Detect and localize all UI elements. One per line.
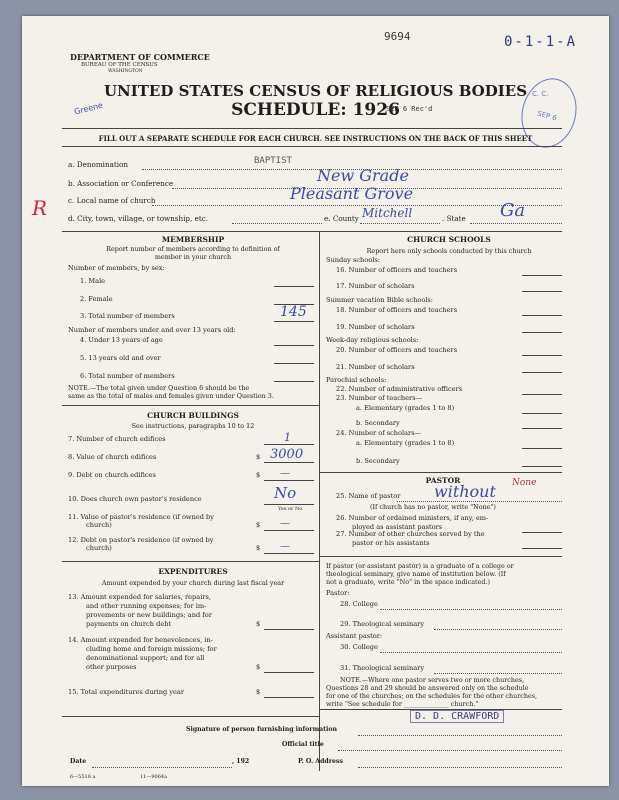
q8-value: 3000	[270, 447, 304, 462]
question-12: 12. Debt on pastor's residence (if owned by	[68, 536, 214, 544]
membership-title: MEMBERSHIP	[161, 235, 225, 244]
state-label: . State	[442, 214, 466, 223]
question-2: 2. Female	[80, 295, 113, 303]
schools-hint: Report here only schools conducted by this church	[366, 247, 532, 255]
question-9: 9. Debt on church edifices	[68, 471, 156, 479]
question-1: 1. Male	[80, 277, 106, 285]
question-6: 6. Total number of members	[80, 372, 175, 380]
membership-hint: member in your church	[154, 253, 232, 261]
expenditures-title: EXPENDITURES	[158, 567, 228, 576]
by-sex-heading: Number of members, by sex:	[68, 264, 165, 272]
question-4: 4. Under 13 years of age	[80, 336, 163, 344]
question-28: 28. College	[340, 600, 378, 608]
divider	[62, 231, 562, 232]
pastor-hint: (If church has no pastor, write "None")	[370, 503, 496, 511]
buildings-hint: See instructions, paragraphs 10 to 12	[131, 422, 255, 430]
age-heading: Number of members under and over 13 years old:	[68, 326, 236, 334]
county-stamp: Greene	[73, 100, 104, 117]
q25-value-none: None	[512, 478, 537, 488]
stamp-number: 9694	[384, 30, 411, 43]
question-5: 5. 13 years old and over	[80, 354, 161, 362]
question-27: 27. Number of other churches served by the	[336, 530, 485, 538]
question-22: 22. Number of administrative officers	[336, 385, 463, 393]
county-value: Mitchell	[362, 206, 413, 220]
pastor-title: PASTOR	[425, 476, 461, 485]
name-stamp: D. D. CRAWFORD	[410, 710, 504, 723]
state-value: Ga	[500, 200, 526, 221]
form-number: 6—5518 a	[70, 774, 96, 780]
q9-value: —	[280, 468, 290, 479]
denomination-value: BAPTIST	[254, 156, 292, 166]
q25-value: without	[434, 482, 496, 501]
question-17: 17. Number of scholars	[336, 282, 415, 290]
expenditures-hint: Amount expended by your church during last fiscal year	[101, 579, 285, 587]
city-label: d. City, town, village, or township, etc.	[68, 214, 209, 223]
divider	[62, 128, 562, 129]
file-code: 0-1-1-A	[504, 34, 578, 50]
question-18: 18. Number of officers and teachers	[336, 306, 458, 314]
question-3: 3. Total number of members	[80, 312, 175, 320]
question-20: 20. Number of officers and teachers	[336, 346, 458, 354]
association-label: b. Association or Conference	[68, 179, 174, 188]
question-23: 23. Number of teachers—	[336, 394, 423, 402]
question-29: 29. Theological seminary	[340, 620, 425, 628]
question-8: 8. Value of church edifices	[68, 453, 157, 461]
question-24: 24. Number of scholars—	[336, 429, 422, 437]
q10-value: No	[274, 484, 297, 502]
schedule-title: SCHEDULE: 1926	[231, 100, 400, 120]
column-divider	[319, 231, 320, 771]
census-form-sheet: DEPARTMENT OF COMMERCE BUREAU OF THE CENSUS WASHINGTON 9694 0-1-1-A UNITED STATES CENSUS OF RELIGIOUS BODIES SCHEDULE: 1926 SEP 6 Rec'd Greene C. C. SEP 6 FILL OUT A SEPARATE SCHEDULE FOR EACH CHURCH. SEE INSTRUCTIONS ON THE BACK OF THIS SHEET R a. Denomination BAPTIST b. Association or Conference New Grade c. Local name of church Pleasant Grove d. City, town, village, or township, etc. e. County Mitchell . State Ga MEMBERSHIP Report number of members according to definition of member in your church Number of members, by sex: 1. Male 2. Female 3. Total number of members 145 Number of members under and over 13 years old: 4. Under 13 years of age 5. 13 years old and over 6. Total number of members NOTE.—The total given under Question 6 should be the same as the total of males and females given under Question 3. CHURCH BUILDINGS See instructions, paragraphs 10 to 12 7. Number of church edifices 1 8. Value of church edifices $ 3000 9. Debt on church edifices $ — 10. Does church own pastor's residence No Yes or No 11. Value of pastor's residence (if owned by church) $ — 12. Debt on pastor's residence (if owned by church) $ — EXPENDITURES Amount expended by your church during last fiscal year 13. Amount expended for salaries, repairs, and other running expenses; for im- provements or new buildings; and for payments on church debt $ 14. Amount expended for benevolences, in- cluding home and foreign missions; for denominational support; and for all other purposes $ 15. Total expenditures during year $ CHURCH SCHOOLS Report here only schools conducted by this church Sunday schools: 16. Number of officers and teachers 17. Number of scholars Summer vacation Bible schools: 18. Number of officers and teachers 19. Number of scholars Week-day religious schools: 20. Number of officers and teachers 21. Number of scholars Parochial schools: 22. Number of administrative officers 23. Number of teachers— a. Elementary (grades 1 to 8) b. Secondary 24. Number of scholars— a. Elementary (grades 1 to 8) b. Secondary PASTOR 25. Name of pastor without None (If church has no pastor, write "None") 26. Number of ordained ministers, if any, em- ployed as assistant pastors 27. Number of other churches served by the pastor or his assistants If pastor (or assistant pastor) is a graduate of a college or theological seminary, give name of institution below. (If not a graduate, write "No" in the space indicated.) Pastor: 28. College 29. Theological seminary Assistant pastor: 30. College 31. Theological seminary NOTE.—Where one pastor serves two or more churches, Questions 28 and 29 should be answered only on the schedule for one of the churches; on the schedules for the other churches, write "See schedule for ______________ church." D. D. CRAWFORD Signature of person furnishing information Official title Date , 192 P. O. Address 6—5518 a 11—9064a	[22, 16, 609, 786]
yes-no-hint: Yes or No	[278, 506, 303, 512]
date-label: Date	[70, 758, 87, 765]
question-26: 26. Number of ordained ministers, if any, em-	[336, 514, 489, 522]
denomination-label: a. Denomination	[68, 160, 128, 169]
signature-label: Signature of person furnishing information	[186, 726, 337, 733]
fill-out-instruction: FILL OUT A SEPARATE SCHEDULE FOR EACH CHURCH. SEE INSTRUCTIONS ON THE BACK OF THIS SHEET	[98, 134, 533, 143]
circle-stamp-date: SEP 6	[536, 109, 558, 123]
question-19: 19. Number of scholars	[336, 323, 415, 331]
q3-value: 145	[280, 304, 307, 320]
buildings-title: CHURCH BUILDINGS	[147, 411, 239, 420]
question-30: 30. College	[340, 643, 378, 651]
question-10: 10. Does church own pastor's residence	[68, 495, 202, 503]
bureau-heading: BUREAU OF THE CENSUS	[81, 62, 158, 68]
red-r-mark: R	[32, 196, 48, 220]
question-31: 31. Theological seminary	[340, 664, 425, 672]
po-address-label: P. O. Address	[298, 758, 343, 765]
city-heading: WASHINGTON	[108, 69, 143, 74]
print-number: 11—9064a	[140, 774, 168, 780]
question-16: 16. Number of officers and teachers	[336, 266, 458, 274]
question-11: 11. Value of pastor's residence (if owned by	[68, 513, 214, 521]
membership-note: NOTE.—The total given under Question 6 should be the	[68, 384, 250, 392]
circle-stamp-text: C. C.	[532, 90, 549, 98]
pastor-note: NOTE.—Where one pastor serves two or more churches,	[340, 676, 525, 684]
schools-title: CHURCH SCHOOLS	[407, 235, 491, 244]
graduate-instruction: If pastor (or assistant pastor) is a graduate of a college or	[326, 562, 514, 570]
question-13: 13. Amount expended for salaries, repairs,	[68, 593, 211, 601]
question-14: 14. Amount expended for benevolences, in-	[68, 636, 213, 644]
q12-value: —	[280, 541, 290, 552]
q11-value: —	[280, 518, 290, 529]
q7-value: 1	[284, 431, 291, 444]
membership-note: same as the total of males and females given under Question 3.	[68, 392, 274, 400]
question-21: 21. Number of scholars	[336, 363, 415, 371]
question-25: 25. Name of pastor	[336, 492, 401, 500]
form-title: UNITED STATES CENSUS OF RELIGIOUS BODIES	[103, 82, 528, 100]
received-stamp: SEP 6 Rec'd	[386, 105, 433, 113]
divider	[62, 146, 562, 147]
county-label: e. County	[324, 214, 359, 223]
question-7: 7. Number of church edifices	[68, 435, 166, 443]
official-title-label: Official title	[282, 741, 324, 748]
year-label: , 192	[232, 758, 250, 765]
church-name-label: c. Local name of church	[68, 196, 156, 205]
department-heading: DEPARTMENT OF COMMERCE	[70, 52, 210, 62]
church-name-value: Pleasant Grove	[290, 184, 414, 203]
membership-hint: Report number of members according to definition of	[106, 245, 280, 253]
association-value: New Grade	[317, 166, 409, 185]
question-15: 15. Total expenditures during year	[68, 688, 184, 696]
